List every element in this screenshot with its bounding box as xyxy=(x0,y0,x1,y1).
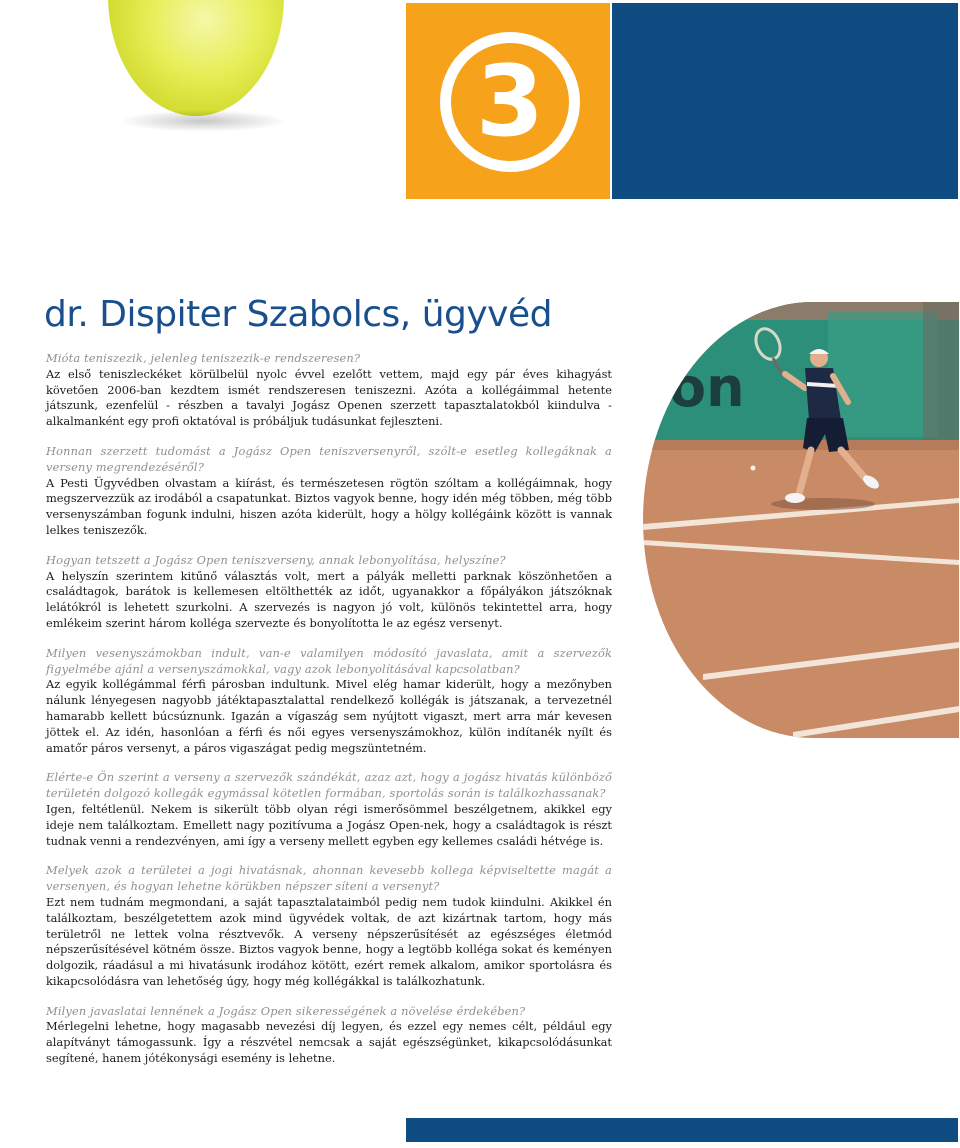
question-1: Mióta teniszezik, jelenleg teniszezik-e rendszeresen? xyxy=(46,351,361,365)
svg-text:on: on xyxy=(669,356,745,419)
interview-body xyxy=(46,351,612,1081)
question-5: Elérte-e Ön szerint a verseny a szervezők szándékát, azaz azt, hogy a jogász hivatás különböző területén dolgozó kollegák egymással kötetlen formában, sportolás során is találkozhassanak? xyxy=(46,770,612,801)
answer-5: Igen, feltétlenül. Nekem is sikerült több olyan régi ismerősömmel beszélgetnem, akikkel egy ideje nem találkoztam. Emellett nagy pozitívuma a Jogász Open-nek, hogy a családtagok is részt tudnak venni a rendezvényen, ami így a verseny mellett egyben egy kellemes családi hétvége is. xyxy=(46,801,612,848)
question-4: Milyen vesenyszámokban indult, van-e valamilyen módosító javaslata, amit a szervezők figyelmébe ajánl a versenyszámokkal, vagy azok lebonyolításával kapcsolatban? xyxy=(46,645,612,676)
tennis-ball-shadow xyxy=(118,110,288,132)
bottom-blue-bar xyxy=(406,1118,958,1142)
chapter-number: 3 xyxy=(475,45,545,159)
blue-header-block xyxy=(612,3,958,199)
page-title: dr. Dispiter Szabolcs, ügyvéd xyxy=(44,294,552,335)
question-2: Honnan szerzett tudomást a Jogász Open teniszversenyről, szólt-e esetleg kollegáknak a verseny megrendezéséről? xyxy=(46,443,612,474)
tennis-ball-image xyxy=(108,0,284,116)
tennis-player-photo xyxy=(643,302,959,738)
answer-2: A Pesti Ügyvédben olvastam a kiírást, és természetesen rögtön szóltam a kollégáimnak, hogy megszervezzük az irodából a csapatunkat. Biztos vagyok benne, hogy idén még többen, még több versenyszámban fogunk indulni, hiszen azóta kiderült, hogy a hölgy kollégáink között is vannak lelkes teniszezők. xyxy=(46,475,612,537)
answer-7: Mérlegelni lehetne, hogy magasabb nevezési díj legyen, és ezzel egy nemes célt, például egy alapítványt támogassunk. Így a részvétel nemcsak a saját egészségünket, kikapcsolódásunkat segítené, hanem jótékonysági esemény is lehetne. xyxy=(46,1019,612,1066)
question-6: Melyek azok a területei a jogi hivatásnak, ahonnan kevesebb kollega képviseltette magát a versenyen, és hogyan lehetne körükben népszer síteni a versenyt? xyxy=(46,863,612,894)
answer-3: A helyszín szerintem kitűnő választás volt, mert a pályák melletti parknak köszönhetően a családtagok, barátok is kellemesen eltölthették az időt, ugyanakkor a főpályákon játszóknak lelátókról is lehetett szurkolni. A szervezés is nagyon jó volt, különös tekintettel arra, hogy emlékeim szerint három kollégа szervezte és bonyolította le az egész versenyt. xyxy=(46,568,612,630)
answer-4: Az egyik kollégámmal férfi párosban indultunk. Mivel elég hamar kiderült, hogy a mezőnyben nálunk lényegesen nagyobb játéktapasztalattal rendelkező kollégák is játszanak, a tervezetnél hamarabb kellett búcsúznunk. Igazán a vígaszág sem nyújtott vigaszt, mert arra már kevesen jöttek el. Az idén, hasonlóan a férfi és női egyes versenyszámokhoz, külön indítanék nyílt és amatőr páros versenyt, a páros vigaszágat pedig megszüntetném. xyxy=(46,677,612,755)
question-7: Milyen javaslatai lennének a Jogász Open sikerességének a növelése érdekében? xyxy=(46,1003,526,1018)
chapter-number-badge xyxy=(440,32,580,172)
question-3: Hogyan tetszett a Jogász Open teniszverseny, annak lebonyolítása, helyszíne? xyxy=(46,552,506,567)
answer-1: Az első teniszleckéket körülbelül nyolc évvel ezelőtt vettem, majd egy pár éves kihagyást követően 2006-ban kezdtem ismét rendszeresen teniszezni. Azóta a kollégáimmal hetente játszunk, ezenfelül - részben a tavalyi Jogász Openen szerzett tapasztalatokból kiindulva - alkalmanként egy profi oktatóval is próbáljuk tudásunkat fejleszteni. xyxy=(46,366,612,429)
answer-6: Ezt nem tudnám megmondani, a saját tapasztalataimból pedig nem tudok kiindulni. Akikkel én találkoztam, beszélgetettem azok mind ügyvédek voltak, de azt kizártnak tartom, hogy más területről ne lettek volna résztvevők. A verseny népszerűsítését az egészséges életmód népszerűsítésével kötném össze. Biztos vagyok benne, hogy a legtöbb kolléga sokat és keményen dolgozik, ráadásul a mi hivatásunk irodához kötött, ezért remek alkalom, amikor sportolásra és kikapcsolódásra van lehetőség úgy, hogy még kollégákkal is találkozhatunk. xyxy=(46,894,612,988)
